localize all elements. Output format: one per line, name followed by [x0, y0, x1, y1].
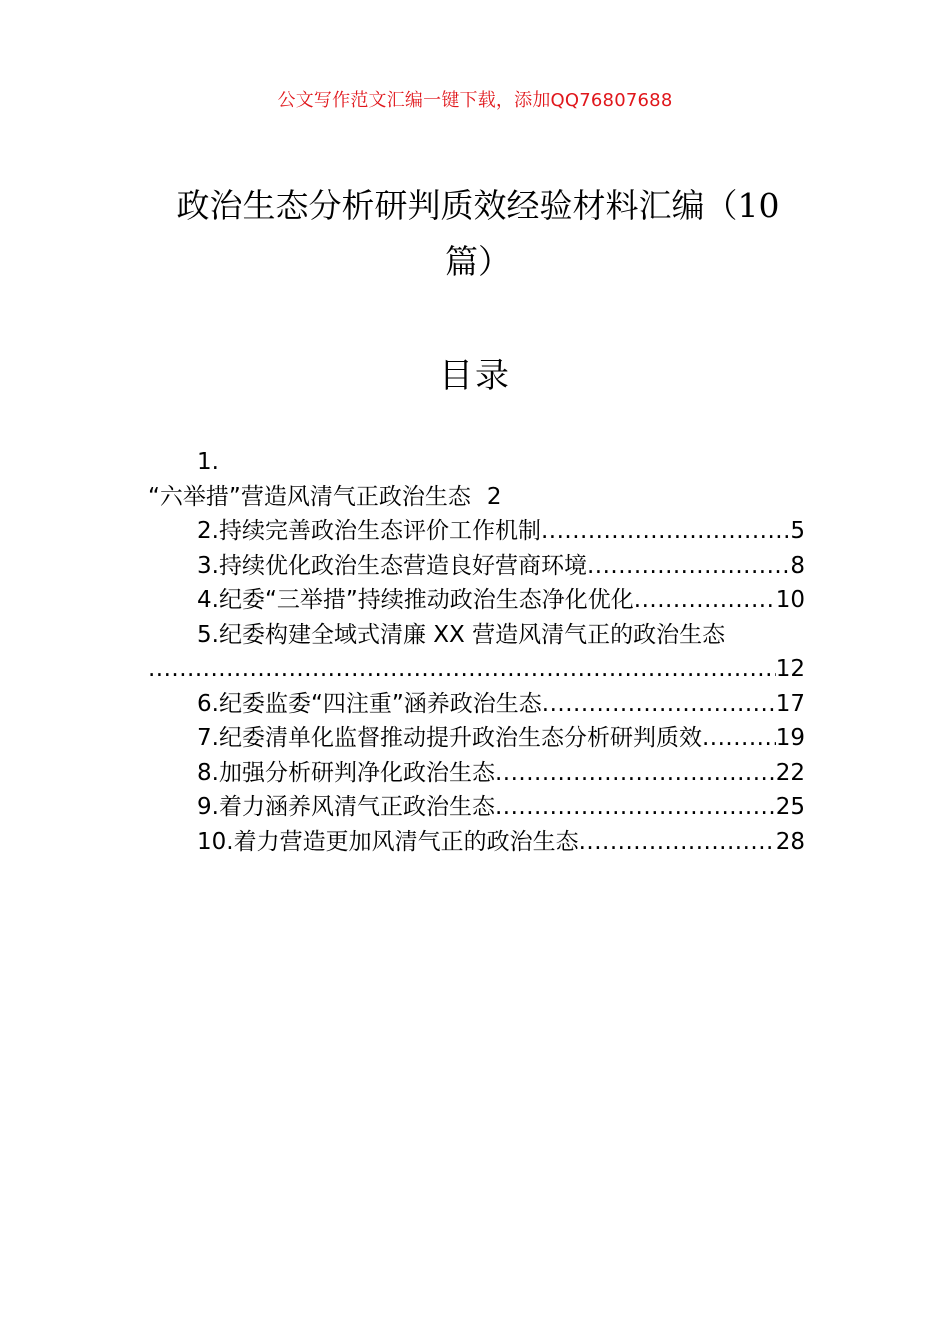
toc-entry-label: 5.纪委构建全域式清廉 XX 营造风清气正的政治生态: [197, 621, 726, 648]
toc-heading: 目录: [439, 356, 511, 396]
toc-entry-5[interactable]: [148, 618, 805, 653]
toc-entry-10[interactable]: [148, 825, 805, 860]
toc-entry-page: 28: [775, 828, 805, 855]
download-banner: 公文写作范文汇编一键下载，添加QQ76807688: [277, 90, 673, 111]
toc-entry-4[interactable]: [148, 583, 805, 618]
toc-leader-dots: [148, 652, 776, 687]
toc-entry-page: 2: [486, 483, 502, 510]
toc-leader-dots: [541, 514, 790, 549]
toc-entry-label: 7.纪委清单化监督推动提升政治生态分析研判质效: [197, 725, 702, 751]
toc-entry-page: 19: [775, 725, 805, 751]
toc-entry-1[interactable]: [148, 480, 805, 515]
toc-entry-page: 8: [790, 552, 805, 579]
toc-entry-8[interactable]: [148, 756, 805, 791]
toc-entry-number: 1.: [197, 449, 219, 475]
toc-entry-label: 3.持续优化政治生态营造良好营商环境: [197, 552, 587, 579]
toc-entry-3[interactable]: [148, 549, 805, 584]
toc-entry-7[interactable]: [148, 721, 805, 756]
toc-entry-page: 10: [775, 587, 805, 613]
toc-leader-dots: [587, 549, 790, 584]
toc-entry-label: 10.着力营造更加风清气正的政治生态: [197, 828, 579, 855]
toc-entry-label: 4.纪委“三举措”持续推动政治生态净化优化: [197, 587, 634, 613]
document-title: [148, 178, 808, 290]
toc-entry-page: 17: [775, 690, 805, 717]
toc-leader-dots: [542, 687, 776, 722]
toc-leader-dots: [495, 756, 776, 791]
title-tail: 篇）: [445, 242, 511, 281]
toc-entry-1-number[interactable]: [148, 445, 805, 480]
toc-entry-label: 9.着力涵养风清气正政治生态: [197, 794, 495, 820]
toc-entry-label: “六举措”营造风清气正政治生态: [148, 483, 471, 510]
toc-entry-page: 22: [775, 759, 805, 786]
toc-entry-label: 8.加强分析研判净化政治生态: [197, 759, 495, 786]
toc-entry-5-continuation[interactable]: [148, 652, 805, 687]
toc-leader-dots: [579, 825, 776, 860]
toc-leader-dots: [634, 583, 776, 618]
toc-entry-page: 5: [790, 518, 805, 544]
toc-entry-9[interactable]: [148, 790, 805, 825]
table-of-contents: [148, 445, 805, 859]
toc-entry-2[interactable]: [148, 514, 805, 549]
toc-entry-6[interactable]: [148, 687, 805, 722]
title-count: 10: [737, 186, 780, 225]
toc-entry-label: 6.纪委监委“四注重”涵养政治生态: [197, 690, 542, 717]
title-main: 政治生态分析研判质效经验材料汇编（: [176, 186, 738, 225]
toc-leader-dots: [702, 721, 776, 756]
toc-entry-label: 2.持续完善政治生态评价工作机制: [197, 518, 541, 544]
toc-entry-page: 25: [775, 794, 805, 820]
toc-entry-page: 12: [775, 656, 805, 682]
toc-leader-dots: [495, 790, 776, 825]
